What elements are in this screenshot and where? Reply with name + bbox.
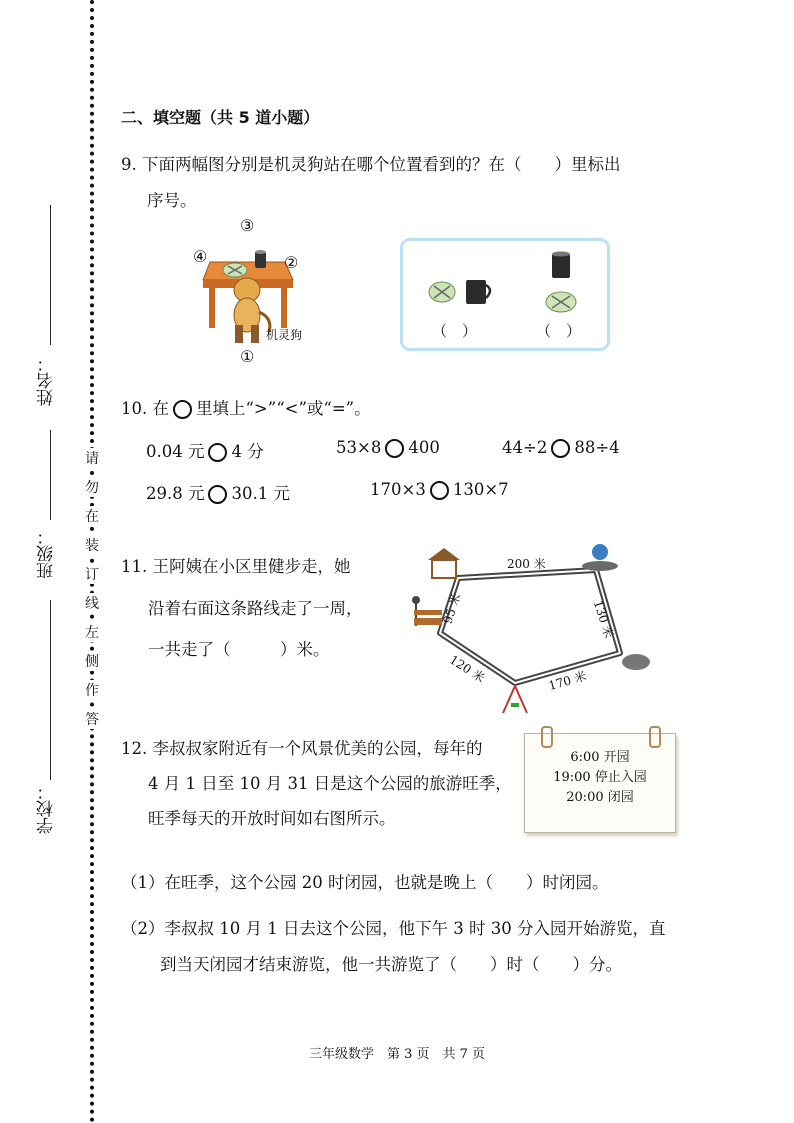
- name-label: 姓名：: [37, 355, 57, 406]
- position-2-label: ②: [284, 253, 299, 272]
- binding-warning-char: 线: [84, 593, 100, 613]
- paper-clip-icon: [541, 726, 553, 748]
- edge-label-top: 200 米: [507, 557, 546, 571]
- binding-warning-char: 勿: [84, 477, 100, 497]
- compare-right: 88÷4: [574, 438, 620, 457]
- notice-open-time: 6:00 开园: [570, 750, 630, 765]
- compare-circle[interactable]: [551, 439, 570, 458]
- q11-line1: 11. 王阿姨在小区里健步走，她: [121, 557, 351, 576]
- binding-warning-char: 左: [84, 622, 100, 642]
- q11-line3: 一共走了（ ）米。: [148, 640, 330, 659]
- q12-line3: 旺季每天的开放时间如右图所示。: [148, 809, 396, 828]
- q10-stem-post: 里填上“>”“<”或“=”。: [196, 399, 371, 418]
- position-3-label: ③: [240, 216, 255, 235]
- q10-stem-pre: 10. 在: [121, 399, 169, 418]
- binding-warning-char: 侧: [84, 651, 100, 671]
- compare-left: 53×8: [336, 438, 382, 457]
- compare-circle[interactable]: [385, 439, 404, 458]
- edge-label-upper-left: 95 米: [440, 591, 464, 626]
- edge-label-lower-left: 120 米: [447, 652, 488, 686]
- edge-label-bottom: 170 米: [546, 668, 589, 694]
- compare-left: 170×3: [370, 480, 426, 499]
- view-a-answer-blank[interactable]: （ ）: [432, 322, 478, 340]
- paper-clip-icon: [649, 726, 661, 748]
- views-illustration: [420, 250, 600, 320]
- school-label: 学校：: [37, 783, 57, 834]
- edge-label-right: 130 米: [590, 598, 617, 640]
- compare-left: 0.04 元: [146, 442, 205, 461]
- compare-item-3: [502, 438, 620, 458]
- q12-line1: 12. 李叔叔家附近有一个风景优美的公园，每年的: [121, 739, 483, 758]
- compare-circle[interactable]: [430, 481, 449, 500]
- position-4-label: ④: [193, 247, 208, 266]
- binding-warning-char: 装: [84, 535, 100, 555]
- compare-item-5: [370, 480, 509, 500]
- q9-line2: 序号。: [147, 191, 197, 210]
- binding-warning-char: 答: [84, 709, 100, 729]
- q12-sub2-line2: 到当天闭园才结束游览，他一共游览了（ ）时（ ）分。: [160, 955, 622, 974]
- q9-line1: 9. 下面两幅图分别是机灵狗站在哪个位置看到的？在（ ）里标出: [121, 155, 621, 174]
- compare-right: 400: [408, 438, 440, 457]
- notice-close-time: 20:00 闭园: [566, 790, 634, 805]
- section-title: 二、填空题（共 5 道小题）: [121, 108, 320, 127]
- binding-warning-char: 作: [84, 680, 100, 700]
- q11-line2: 沿着右面这条路线走了一周，: [148, 599, 363, 618]
- compare-right: 4 分: [231, 442, 264, 461]
- class-label: 班级：: [37, 528, 57, 579]
- dog-label: 机灵狗: [266, 328, 303, 342]
- q12-sub2-line1: （2）李叔叔 10 月 1 日去这个公园，他下午 3 时 30 分入园开始游览，直: [121, 919, 666, 938]
- stem-circle: [173, 400, 192, 419]
- compare-circle[interactable]: [208, 443, 227, 462]
- name-underline: [50, 205, 51, 345]
- compare-right: 130×7: [452, 480, 509, 499]
- position-1-label: ①: [240, 347, 255, 366]
- compare-circle[interactable]: [208, 485, 227, 504]
- compare-item-4: [146, 480, 290, 504]
- compare-item-2: [336, 438, 440, 458]
- compare-left: 44÷2: [502, 438, 548, 457]
- compare-right: 30.1 元: [231, 484, 290, 503]
- binding-warning-char: 在: [84, 506, 100, 526]
- q12-line2: 4 月 1 日至 10 月 31 日是这个公园的旅游旺季，: [148, 774, 512, 793]
- page-footer: 三年级数学 第 3 页 共 7 页: [308, 1047, 486, 1062]
- notice-stop-entry-time: 19:00 停止入园: [553, 770, 647, 785]
- compare-item-1: [146, 438, 264, 462]
- binding-warning-char: 订: [84, 564, 100, 584]
- q10-stem: [121, 395, 371, 419]
- binding-warning-char: 请: [84, 448, 100, 468]
- class-underline: [50, 430, 51, 520]
- school-underline: [50, 600, 51, 780]
- compare-left: 29.8 元: [146, 484, 205, 503]
- view-b-answer-blank[interactable]: （ ）: [536, 322, 582, 340]
- q12-sub1: （1）在旺季，这个公园 20 时闭园，也就是晚上（ ）时闭园。: [121, 873, 609, 892]
- opening-hours-notice: [524, 733, 676, 833]
- binding-dotted-line: [90, 0, 94, 1123]
